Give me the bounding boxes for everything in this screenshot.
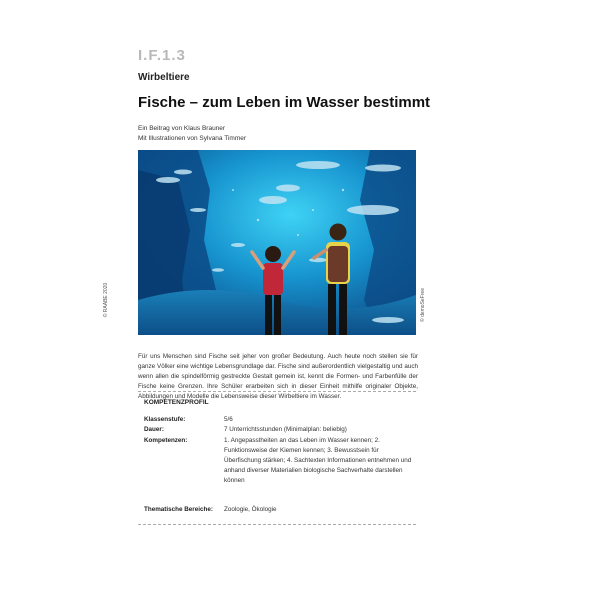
aquarium-photo: [138, 150, 416, 335]
author-credit: Ein Beitrag von Klaus Brauner: [138, 125, 226, 132]
row-label: Thematische Bereiche:: [144, 506, 213, 513]
row-value: 5/6: [224, 416, 233, 423]
divider-bottom: [138, 524, 416, 525]
divider-top: [138, 391, 416, 392]
row-label: Klassenstufe:: [144, 416, 186, 423]
illustrator-credit: Mit Illustrationen von Sylvana Timmer: [138, 135, 247, 142]
row-value: 7 Unterrichtsstunden (Minimalplan: beliebig): [224, 426, 347, 433]
row-value: Zoologie, Ökologie: [224, 506, 277, 513]
row-value: 1. Angepasstheiten an das Leben im Wasser kennen; 2. Funktionsweise der Kiemen kennen; 3. Bewusstsein für Überfischung stärken; 4. Sachtexten Informationen entnehmen und anhand diverser Materialien biologische Sachverhalte darstellen können: [224, 437, 412, 484]
kompetenzprofil-heading: KOMPETENZPROFIL: [144, 399, 209, 406]
side-copyright: © RAABE 2020: [103, 282, 109, 318]
photo-credit: © demoSeFree: [420, 288, 426, 322]
intro-text: Für uns Menschen sind Fische seit jeher von großer Bedeutung. Auch heute noch stellen sie für ganze Völker eine wichtige Lebensgrundlage dar. Fische sind außerordentlich vielgestaltig und auch wenn allen die spindelförmig gestreckte Gestalt gemein ist, kennt die Formen- und Farbenfülle der Fische keine Grenzen. Ihre Schüler erarbeiten sich in dieser Einheit mithilfe originaler Objekte, Abbildungen und Modelle die Lebensweise dieser Wirbeltiere im Wasser.: [138, 353, 418, 400]
page-title: Fische – zum Leben im Wasser bestimmt: [138, 94, 431, 111]
section-code: I.F.1.3: [138, 47, 186, 64]
row-label: Dauer:: [144, 426, 164, 433]
topic-label: Wirbeltiere: [138, 72, 190, 83]
credits: [138, 124, 246, 144]
row-label: Kompetenzen:: [144, 437, 188, 444]
